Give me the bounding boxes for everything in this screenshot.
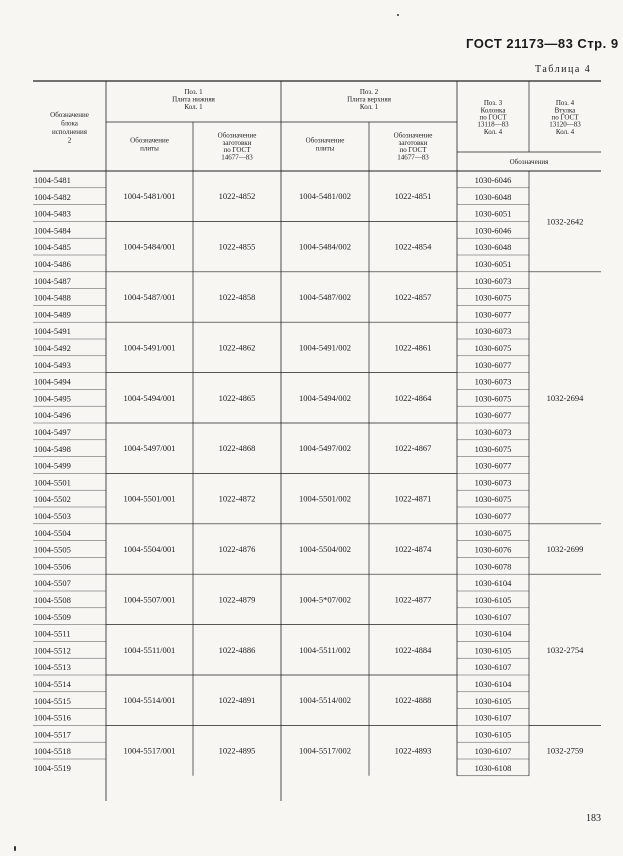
pos2-plate-cell: 1004-5517/002: [299, 745, 351, 756]
block-designation-cell: 1004-5502: [34, 494, 71, 505]
block-designation-cell: 1004-5503: [34, 511, 71, 521]
header-block-designation: исполнения: [51, 127, 88, 136]
block-designation-cell: 1004-5486: [34, 259, 71, 269]
header-pos1-blank: заготовки: [222, 138, 252, 147]
block-designation-cell: 1004-5517: [34, 729, 71, 740]
header-pos2-blank: 14677—83: [397, 153, 429, 162]
block-designation-cell: 1004-5519: [34, 763, 71, 773]
header-pos3: Поз. 3: [483, 99, 503, 108]
pos2-plate-cell: 1004-5504/002: [299, 544, 351, 554]
pos1-blank-cell: 1022-4872: [218, 493, 256, 504]
block-designation-cell: 1004-5509: [34, 611, 71, 622]
pos1-plate-cell: 1004-5497/001: [123, 443, 176, 454]
pos2-plate-cell: 1004-5501/002: [299, 493, 351, 504]
block-designation-cell: 1004-5492: [34, 343, 71, 353]
pos1-plate-cell: 1004-5494/001: [123, 392, 176, 403]
pos3-column-cell: 1030-6108: [474, 763, 512, 773]
pos1-plate-cell: 1004-5514/001: [123, 695, 176, 706]
block-designation-cell: 1004-5505: [34, 544, 71, 555]
pos3-column-cell: 1030-6046: [474, 225, 512, 236]
header-pos4: Втулка: [554, 106, 576, 115]
pos3-column-cell: 1030-6046: [474, 175, 512, 185]
block-designation-cell: 1004-5516: [34, 712, 71, 723]
pos3-column-cell: 1030-6075: [474, 393, 512, 404]
pos3-column-cell: 1030-6073: [474, 326, 512, 337]
block-designation-cell: 1004-5507: [34, 578, 71, 589]
table-label: Таблица 4: [535, 64, 592, 75]
pos3-column-cell: 1030-6107: [474, 712, 512, 723]
header-designations: Обозначения: [509, 158, 549, 166]
header-pos2: Кол. 1: [359, 103, 379, 112]
header-pos3: Колонка: [480, 106, 506, 115]
pos2-blank-cell: 1022-4888: [394, 695, 432, 706]
block-designation-cell: 1004-5483: [34, 208, 71, 219]
block-designation-cell: 1004-5484: [34, 225, 71, 236]
block-designation-cell: 1004-5512: [34, 645, 71, 656]
block-designation-cell: 1004-5515: [34, 695, 71, 706]
pos3-column-cell: 1030-6104: [474, 578, 512, 589]
block-designation-cell: 1004-5494: [34, 376, 71, 387]
block-designation-cell: 1004-5488: [34, 292, 71, 303]
pos2-plate-cell: 1004-5497/002: [299, 443, 351, 454]
pos1-blank-cell: 1022-4862: [218, 342, 256, 353]
pos3-column-cell: 1030-6107: [474, 746, 512, 757]
header-pos1: Поз. 1: [184, 87, 203, 96]
gost-title: ГОСТ 21173—83 Стр. 9: [466, 36, 619, 51]
block-designation-cell: 1004-5518: [34, 746, 71, 757]
pos3-column-cell: 1030-6077: [474, 309, 512, 320]
block-designation-cell: 1004-5481: [34, 175, 71, 185]
block-designation-cell: 1004-5491: [34, 326, 71, 337]
header-pos2-blank: заготовки: [398, 138, 428, 147]
block-designation-cell: 1004-5485: [34, 242, 71, 253]
pos3-column-cell: 1030-6105: [474, 645, 512, 656]
block-designation-cell: 1004-5504: [34, 527, 71, 538]
header-pos4: 13120—83: [549, 120, 581, 129]
pos1-blank-cell: 1022-4852: [218, 191, 256, 202]
pos3-column-cell: 1030-6078: [474, 561, 512, 572]
block-designation-cell: 1004-5501: [34, 477, 71, 488]
header-pos2-blank: по ГОСТ: [399, 146, 427, 155]
pos3-column-cell: 1030-6048: [474, 242, 512, 253]
pos1-plate-cell: 1004-5481/001: [123, 191, 176, 202]
pos2-blank-cell: 1022-4867: [394, 443, 432, 454]
pos3-column-cell: 1030-6051: [474, 259, 512, 269]
header-pos1-plate: Обозначение: [130, 136, 169, 145]
pos3-column-cell: 1030-6107: [474, 611, 512, 622]
block-designation-cell: 1004-5499: [34, 460, 71, 471]
block-designation-cell: 1004-5508: [34, 595, 71, 605]
pos4-bushing-cell: 1032-2642: [546, 216, 584, 227]
pos3-column-cell: 1030-6076: [474, 544, 512, 555]
header-pos2-blank: Обозначение: [393, 131, 433, 140]
header-pos1-plate: плиты: [140, 144, 159, 153]
pos3-column-cell: 1030-6077: [474, 460, 512, 471]
pos2-blank-cell: 1022-4854: [394, 241, 432, 252]
pos2-plate-cell: 1004-5484/002: [299, 241, 351, 252]
block-designation-cell: 1004-5496: [34, 410, 71, 421]
pos4-bushing-cell: 1032-2699: [546, 544, 584, 554]
header-pos4: Поз. 4: [555, 99, 575, 108]
pos3-column-cell: 1030-6048: [474, 191, 512, 202]
block-designation-cell: 1004-5495: [34, 393, 71, 404]
block-designation-cell: 1004-5506: [34, 561, 71, 572]
pos1-plate-cell: 1004-5501/001: [123, 493, 176, 504]
pos3-column-cell: 1030-6075: [474, 292, 512, 303]
pos3-column-cell: 1030-6107: [474, 662, 512, 673]
table-body: [34, 175, 584, 773]
block-designation-cell: 1004-5514: [34, 679, 71, 689]
pos2-plate-cell: 1004-5487/002: [299, 292, 351, 302]
pos3-column-cell: 1030-6075: [474, 343, 512, 353]
pos3-column-cell: 1030-6077: [474, 359, 512, 370]
pos3-column-cell: 1030-6075: [474, 494, 512, 505]
header-pos1: Плита нижняя: [172, 95, 215, 104]
pos2-plate-cell: 1004-5491/002: [299, 342, 351, 353]
pos2-blank-cell: 1022-4861: [394, 342, 432, 353]
pos3-column-cell: 1030-6105: [474, 729, 512, 740]
pos1-blank-cell: 1022-4858: [218, 292, 256, 302]
pos1-blank-cell: 1022-4868: [218, 443, 256, 454]
pos1-blank-cell: 1022-4891: [218, 695, 256, 706]
header-pos1-blank: Обозначение: [217, 131, 257, 140]
block-designation-cell: 1004-5493: [34, 359, 71, 370]
pos3-column-cell: 1030-6051: [474, 208, 512, 219]
block-designation-cell: 1004-5511: [34, 628, 71, 639]
pos1-plate-cell: 1004-5507/001: [123, 594, 176, 605]
pos3-column-cell: 1030-6105: [474, 595, 512, 605]
pos2-blank-cell: 1022-4884: [394, 644, 432, 655]
header-block-designation: Обозначение: [50, 110, 89, 119]
pos1-plate-cell: 1004-5517/001: [123, 745, 176, 756]
pos1-blank-cell: 1022-4876: [218, 544, 256, 554]
pos3-column-cell: 1030-6104: [474, 679, 512, 689]
pos2-blank-cell: 1022-4871: [394, 493, 432, 504]
pos3-column-cell: 1030-6073: [474, 376, 512, 387]
pos2-plate-cell: 1004-5511/002: [299, 644, 351, 655]
pos3-column-cell: 1030-6075: [474, 527, 512, 538]
pos3-column-cell: 1030-6075: [474, 443, 512, 454]
pos1-blank-cell: 1022-4855: [218, 241, 256, 252]
pos2-blank-cell: 1022-4877: [394, 594, 432, 605]
pos2-plate-cell: 1004-5514/002: [299, 695, 351, 706]
pos2-blank-cell: 1022-4851: [394, 191, 432, 202]
block-designation-cell: 1004-5489: [34, 309, 71, 320]
header-pos2-plate: Обозначение: [305, 136, 345, 145]
pos1-plate-cell: 1004-5491/001: [123, 342, 176, 353]
table-grid: [33, 81, 601, 801]
header-pos2: Поз. 2: [359, 87, 379, 96]
pos1-blank-cell: 1022-4865: [218, 392, 256, 403]
pos1-plate-cell: 1004-5504/001: [123, 544, 176, 554]
pos1-plate-cell: 1004-5484/001: [123, 241, 176, 252]
pos2-plate-cell: 1004-5*07/002: [299, 594, 351, 605]
header-pos4: Кол. 4: [555, 127, 575, 136]
header-pos1: Кол. 1: [184, 103, 203, 112]
pos3-column-cell: 1030-6104: [474, 628, 512, 639]
pos4-bushing-cell: 1032-2759: [546, 745, 584, 756]
header-pos2: Плита верхняя: [347, 95, 391, 104]
header-pos3: Кол. 4: [483, 127, 503, 136]
pos1-blank-cell: 1022-4886: [218, 644, 256, 655]
header-pos2-plate: плиты: [315, 144, 335, 153]
block-designation-cell: 1004-5498: [34, 443, 71, 454]
pos4-bushing-cell: 1032-2754: [546, 644, 584, 655]
pos3-column-cell: 1030-6073: [474, 275, 512, 286]
pos2-blank-cell: 1022-4864: [394, 392, 432, 403]
block-designation-cell: 1004-5497: [34, 427, 71, 437]
pos2-blank-cell: 1022-4857: [394, 292, 432, 302]
pos4-bushing-cell: 1032-2694: [546, 392, 584, 403]
header-pos3: 13118—83: [477, 120, 509, 129]
header-block-designation: 2: [67, 136, 72, 145]
page-number: 183: [586, 813, 601, 824]
pos3-column-cell: 1030-6073: [474, 477, 512, 488]
pos3-column-cell: 1030-6077: [474, 511, 512, 521]
block-designation-cell: 1004-5487: [34, 275, 71, 286]
header-pos4: по ГОСТ: [551, 113, 579, 122]
header-pos1-blank: по ГОСТ: [223, 146, 251, 155]
block-designation-cell: 1004-5513: [34, 662, 71, 673]
pos1-plate-cell: 1004-5511/001: [123, 644, 176, 655]
header-block-designation: блока: [61, 119, 78, 128]
pos1-blank-cell: 1022-4895: [218, 745, 256, 756]
header-pos1-blank: 14677—83: [221, 153, 253, 162]
pos3-column-cell: 1030-6105: [474, 695, 512, 706]
pos2-blank-cell: 1022-4874: [394, 544, 432, 554]
pos3-column-cell: 1030-6077: [474, 410, 512, 421]
table-header: [50, 88, 581, 166]
pos1-blank-cell: 1022-4879: [218, 594, 256, 605]
pos2-plate-cell: 1004-5494/002: [299, 392, 351, 403]
pos1-plate-cell: 1004-5487/001: [123, 292, 176, 302]
header-pos3: по ГОСТ: [479, 113, 507, 122]
pos3-column-cell: 1030-6073: [474, 427, 512, 437]
pos2-blank-cell: 1022-4893: [394, 745, 432, 756]
pos2-plate-cell: 1004-5481/002: [299, 191, 351, 202]
block-designation-cell: 1004-5482: [34, 191, 71, 202]
